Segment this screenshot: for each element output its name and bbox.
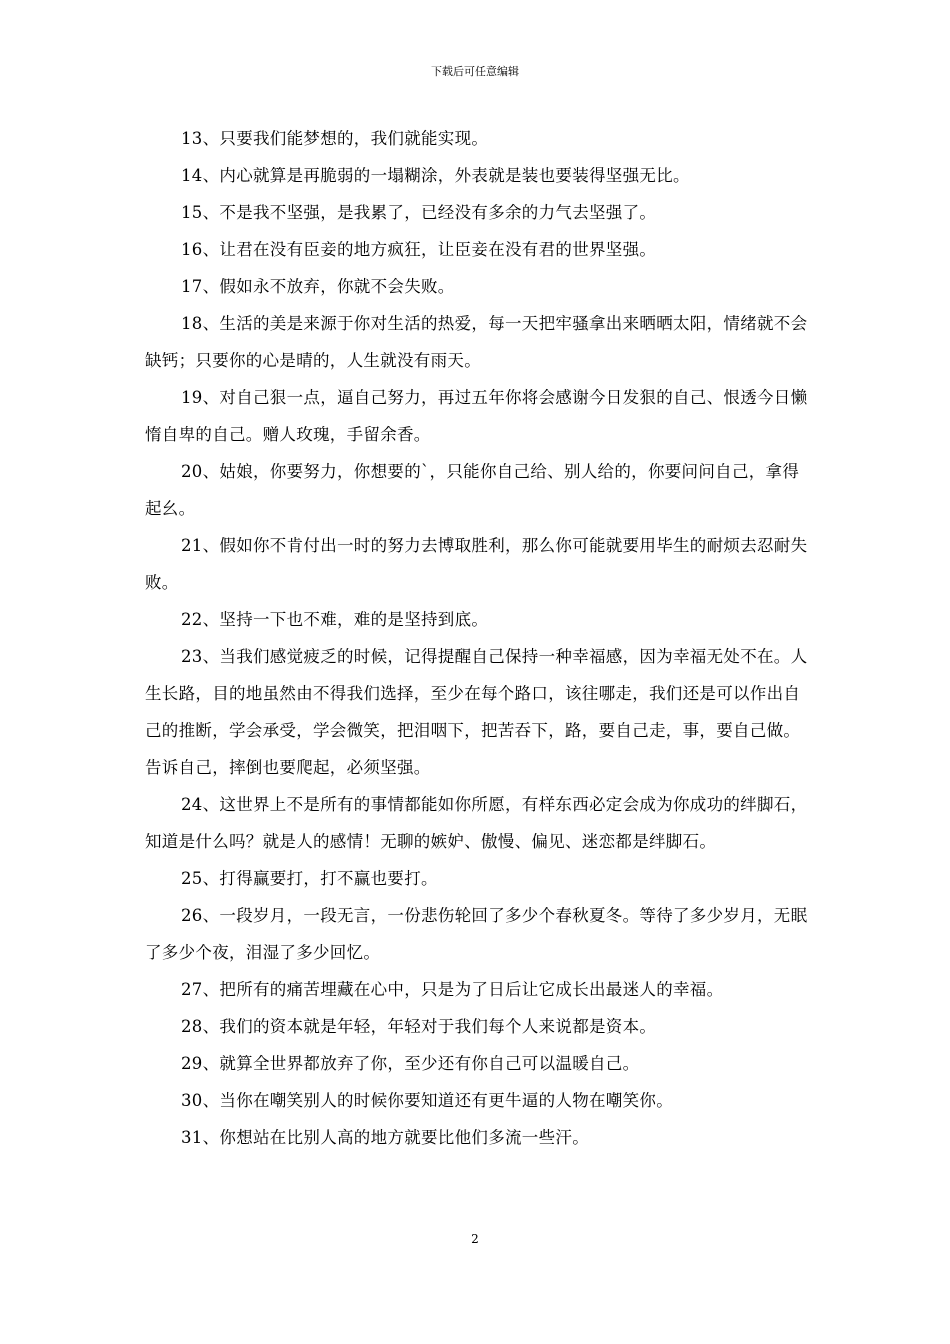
- paragraph-22: 22、坚持一下也不难，难的是坚持到底。: [181, 610, 489, 629]
- page-header: 下载后可任意编辑: [431, 65, 519, 78]
- paragraph-25: 25、打得赢要打，打不赢也要打。: [181, 869, 438, 888]
- paragraph-23: 23、当我们感觉疲乏的时候，记得提醒自己保持一种幸福感，因为幸福无处不在。人生长路，目的地虽然由不得我们选择，至少在每个路口，该往哪走，我们还是可以作出自己的推断，学会承受，学会微笑，把泪咽下，把苦吞下，路，要自己走，事，要自己做。告诉自己，摔倒也要爬起，必须坚强。: [145, 647, 808, 777]
- paragraph-21: 21、假如你不肯付出一时的努力去博取胜利，那么你可能就要用毕生的耐烦去忍耐失败。: [145, 536, 808, 592]
- paragraph-14: 14、内心就算是再脆弱的一塌糊涂，外表就是装也要装得坚强无比。: [181, 166, 690, 185]
- paragraph-24: 24、这世界上不是所有的事情都能如你所愿，有样东西必定会成为你成功的绊脚石，知道是什么吗？就是人的感情！无聊的嫉妒、傲慢、偏见、迷恋都是绊脚石。: [145, 795, 808, 851]
- paragraph-20: 20、姑娘，你要努力，你想要的`，只能你自己给、别人给的，你要问问自己，拿得起幺。: [145, 462, 800, 518]
- paragraph-29: 29、就算全世界都放弃了你，至少还有你自己可以温暖自己。: [181, 1054, 640, 1073]
- paragraph-19: 19、对自己狠一点，逼自己努力，再过五年你将会感谢今日发狠的自己、恨透今日懒惰自卑的自己。赠人玫瑰，手留余香。: [145, 388, 808, 444]
- paragraph-15: 15、不是我不坚强，是我累了，已经没有多余的力气去坚强了。: [181, 203, 657, 222]
- paragraph-30: 30、当你在嘲笑别人的时候你要知道还有更牛逼的人物在嘲笑你。: [181, 1091, 673, 1110]
- paragraph-16: 16、让君在没有臣妾的地方疯狂，让臣妾在没有君的世界坚强。: [181, 240, 657, 259]
- paragraph-27: 27、把所有的痛苦埋藏在心中，只是为了日后让它成长出最迷人的幸福。: [181, 980, 724, 999]
- paragraph-17: 17、假如永不放弃，你就不会失败。: [181, 277, 455, 296]
- paragraph-13: 13、只要我们能梦想的，我们就能实现。: [181, 129, 489, 148]
- page-number: 2: [471, 1232, 479, 1246]
- paragraph-28: 28、我们的资本就是年轻，年轻对于我们每个人来说都是资本。: [181, 1017, 657, 1036]
- document-body: [145, 120, 810, 1156]
- paragraph-26: 26、一段岁月，一段无言，一份悲伤轮回了多少个春秋夏冬。等待了多少岁月，无眠了多少个夜，泪湿了多少回忆。: [145, 906, 808, 962]
- paragraph-31: 31、你想站在比别人高的地方就要比他们多流一些汗。: [181, 1128, 589, 1147]
- paragraph-18: 18、生活的美是来源于你对生活的热爱，每一天把牢骚拿出来晒晒太阳，情绪就不会缺钙；只要你的心是晴的，人生就没有雨天。: [145, 314, 808, 370]
